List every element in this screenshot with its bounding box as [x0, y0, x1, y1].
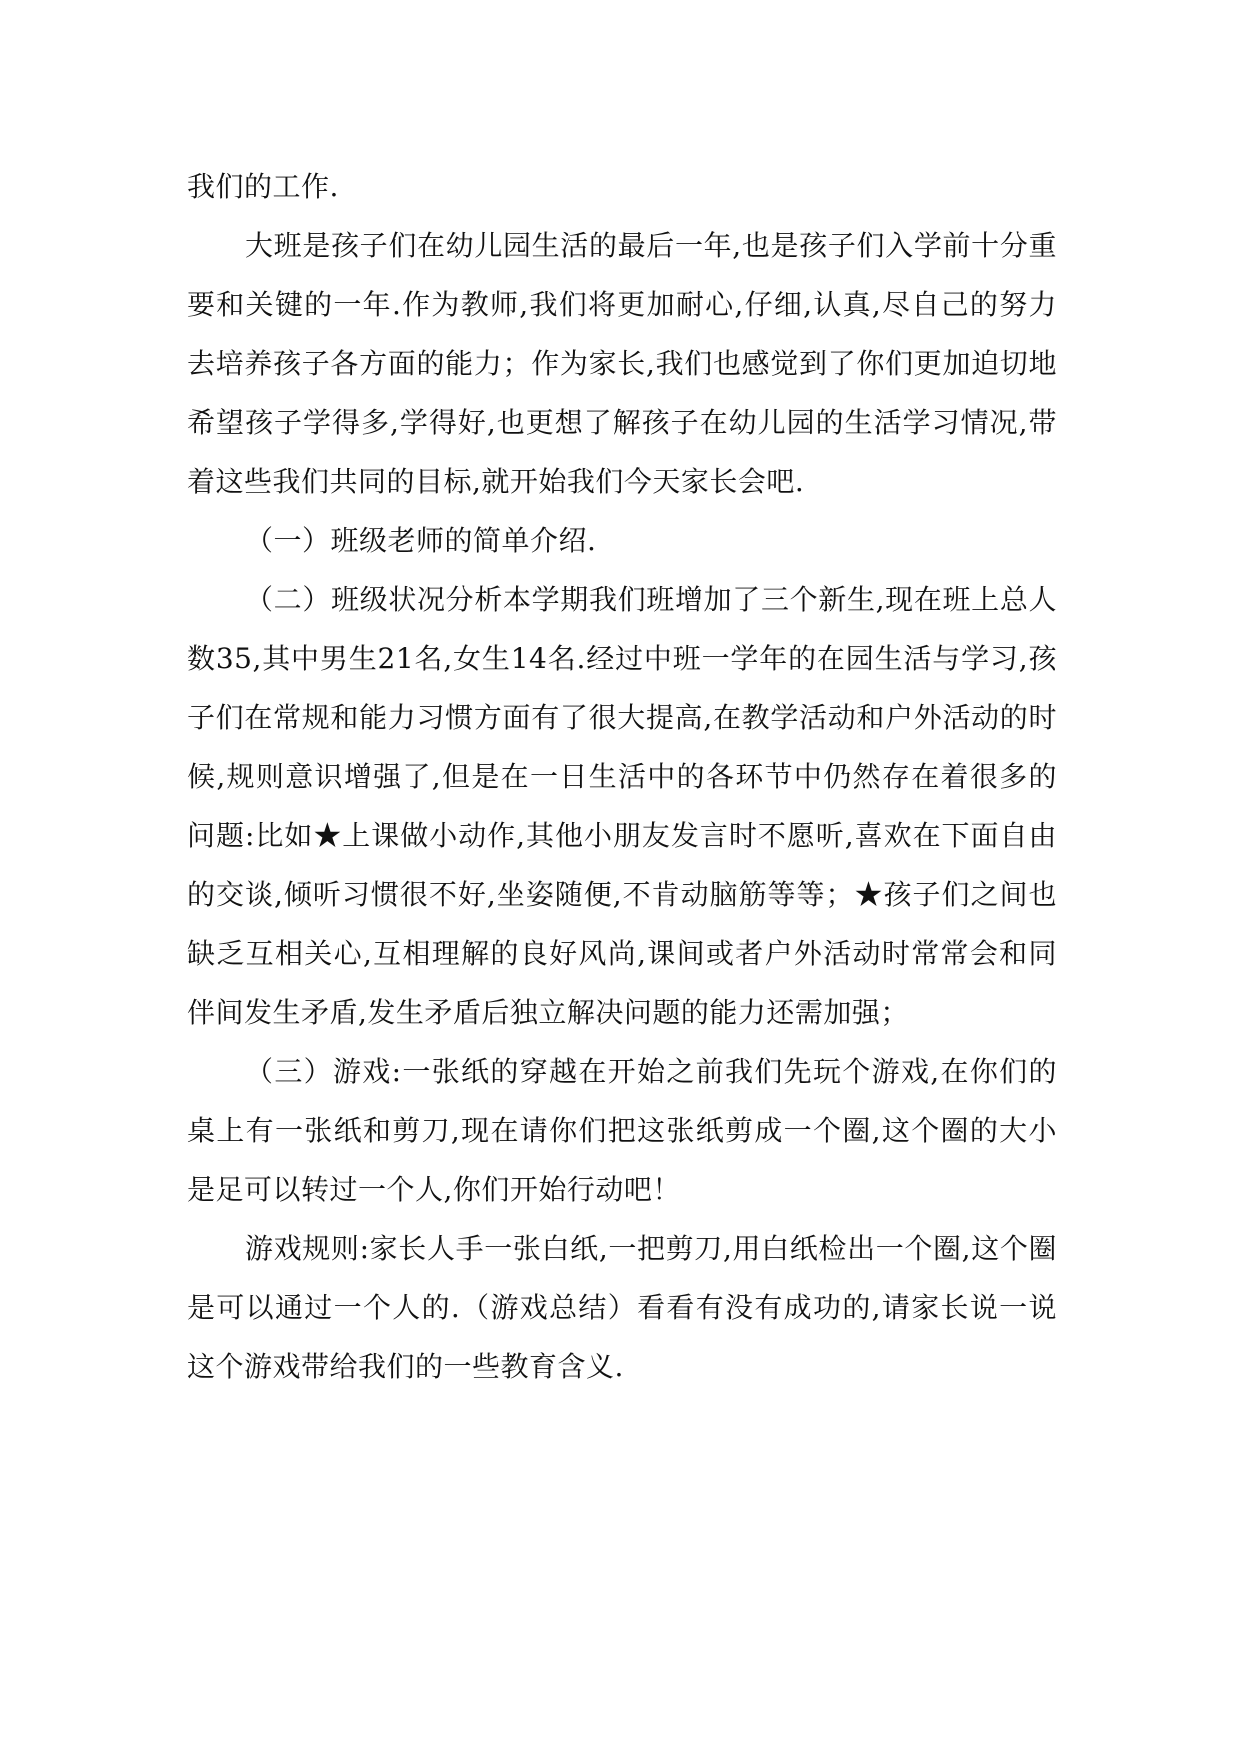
paragraph-1: 我们的工作.	[187, 170, 339, 203]
paragraph-6: 游戏规则:家长人手一张白纸,一把剪刀,用白纸检出一个圈,这个圈是可以通过一个人的.（游戏总结）看看有没有成功的,请家长说一说这个游戏带给我们的一些教育含义.	[187, 1232, 1057, 1383]
document-body	[187, 157, 1057, 1396]
paragraph-4: （二）班级状况分析本学期我们班增加了三个新生,现在班上总人数35,其中男生21名,女生14名.经过中班一学年的在园生活与学习,孩子们在常规和能力习惯方面有了很大提高,在教学活动和户外活动的时候,规则意识增强了,但是在一日生活中的各环节中仍然存在着很多的问题:比如★上课做小动作,其他小朋友发言时不愿听,喜欢在下面自由的交谈,倾听习惯很不好,坐姿随便,不肯动脑筋等等；★孩子们之间也缺乏互相关心,互相理解的良好风尚,课间或者户外活动时常常会和同伴间发生矛盾,发生矛盾后独立解决问题的能力还需加强；	[187, 583, 1057, 1029]
paragraph-3: （一）班级老师的简单介绍.	[245, 524, 597, 557]
paragraph-5: （三）游戏:一张纸的穿越在开始之前我们先玩个游戏,在你们的桌上有一张纸和剪刀,现在请你们把这张纸剪成一个圈,这个圈的大小是足可以转过一个人,你们开始行动吧！	[187, 1055, 1057, 1206]
paragraph-2: 大班是孩子们在幼儿园生活的最后一年,也是孩子们入学前十分重要和关键的一年.作为教师,我们将更加耐心,仔细,认真,尽自己的努力去培养孩子各方面的能力；作为家长,我们也感觉到了你们更加迫切地希望孩子学得多,学得好,也更想了解孩子在幼儿园的生活学习情况,带着这些我们共同的目标,就开始我们今天家长会吧.	[187, 229, 1057, 498]
